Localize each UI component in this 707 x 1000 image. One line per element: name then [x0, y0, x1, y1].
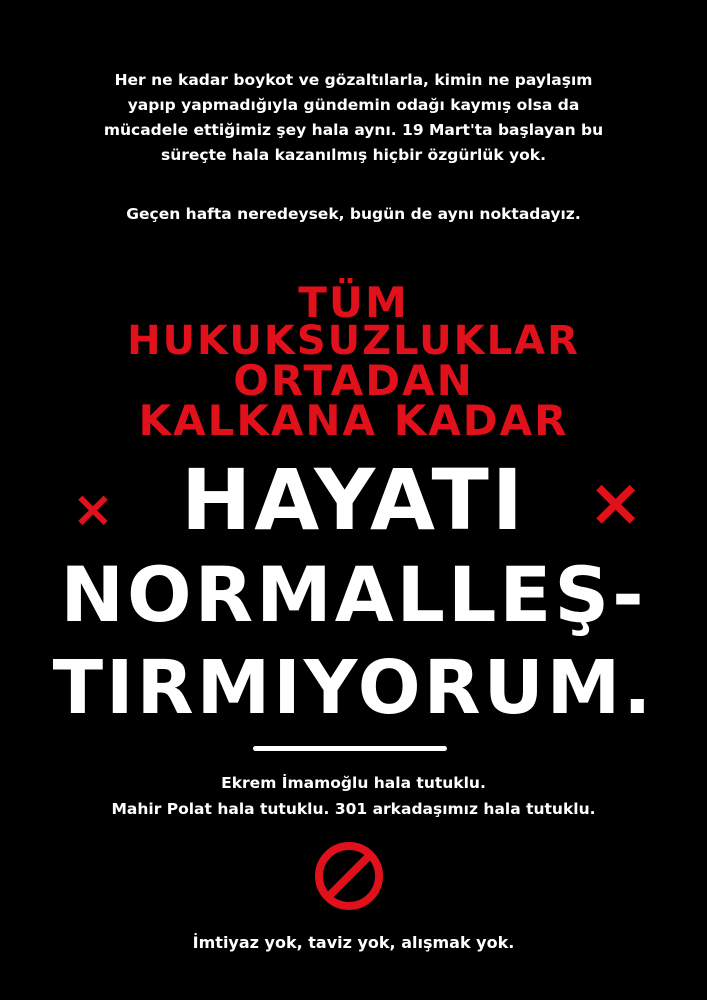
red-slogan-line-3: ORTADAN [233, 356, 474, 405]
main-slogan-line-2: NORMALLEŞ- [60, 550, 647, 639]
red-slogan-line-4: KALKANA KADAR [138, 396, 569, 445]
footer-slogan: İmtiyaz yok, taviz yok, alışmak yok. [192, 933, 515, 952]
red-slogan-line-1: TÜM [298, 278, 409, 327]
prisoners-line: Mahir Polat hala tutuklu. 301 arkadaşımız hala tutuklu. [111, 800, 596, 818]
cross-icon: × [588, 464, 644, 541]
intro-line: süreçte hala kazanılmış hiçbir özgürlük yok. [160, 146, 546, 164]
cross-icon: × [72, 480, 114, 538]
intro-paragraph [60, 68, 647, 168]
prisoners-line: Ekrem İmamoğlu hala tutuklu. [221, 774, 486, 792]
prisoners-statement [40, 770, 667, 822]
main-slogan-line-1: HAYATI [180, 451, 527, 549]
prohibited-icon [313, 840, 385, 912]
intro-line: yapıp yapmadığıyla gündemin odağı kaymış olsa da [127, 96, 580, 114]
intro-line: mücadele ettiğimiz şey hala aynı. 19 Mart'ta başlayan bu [103, 121, 604, 139]
intro-line: Her ne kadar boykot ve gözaltılarla, kimin ne paylaşım [114, 71, 593, 89]
intro-second-paragraph: Geçen hafta neredeysek, bugün de aynı noktadayız. [126, 205, 581, 223]
divider [253, 746, 447, 751]
red-slogan-line-2: HUKUKSUZLUKLAR [127, 318, 580, 364]
main-slogan-line-3: TIRMIYORUM. [52, 645, 655, 731]
